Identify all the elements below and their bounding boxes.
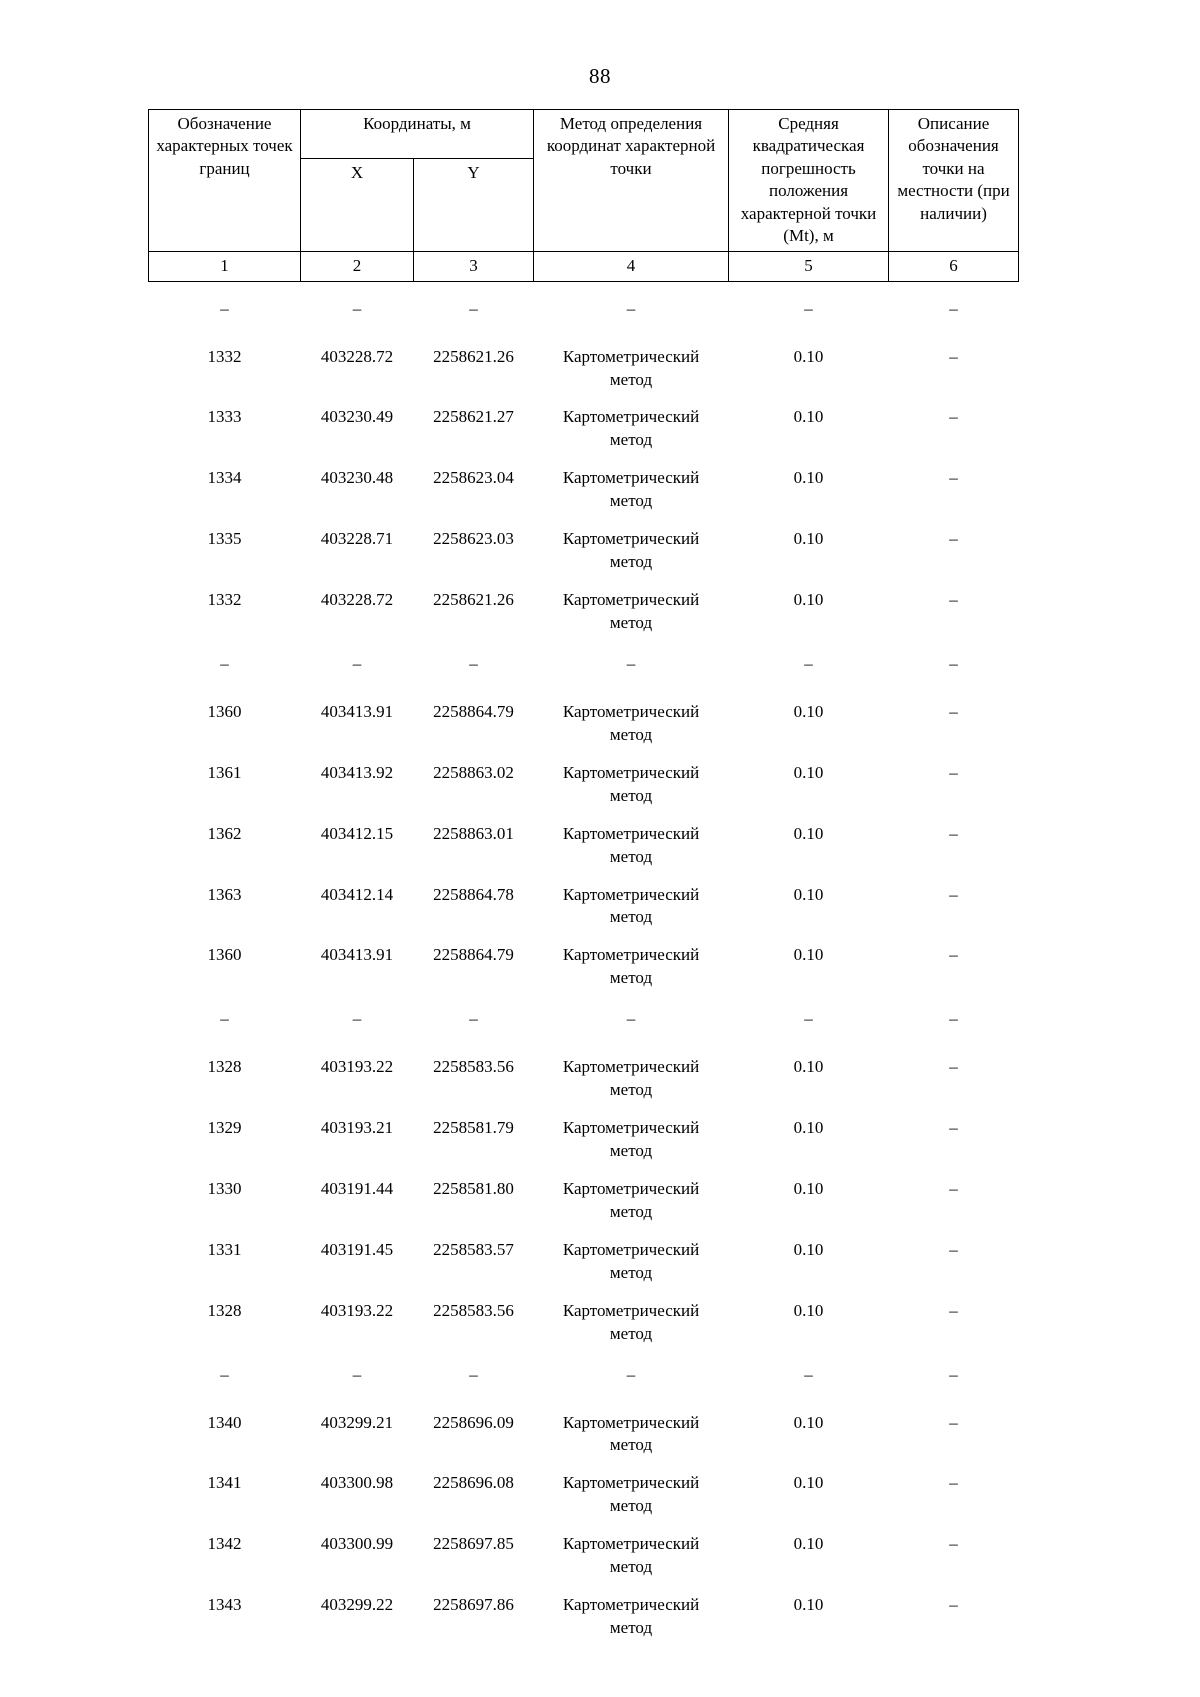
table-cell: Картометрический метод xyxy=(562,529,700,572)
table-cell: 403412.14 xyxy=(320,884,394,904)
table-cell: – xyxy=(804,1009,813,1029)
table-cell: – xyxy=(949,407,958,427)
table-cell: 0.10 xyxy=(793,701,824,721)
column-number: 4 xyxy=(534,251,729,281)
table-cell: 1341 xyxy=(207,1473,242,1493)
table-cell: 2258623.04 xyxy=(433,468,514,488)
table-cell: 0.10 xyxy=(793,945,824,965)
page-number: 88 xyxy=(589,64,611,88)
table-cell: Картометрический метод xyxy=(562,701,700,744)
table-cell: 1328 xyxy=(207,1300,242,1320)
table-cell: – xyxy=(220,1364,229,1384)
table-cell: 0.10 xyxy=(793,1178,824,1198)
table-cell: – xyxy=(949,1178,958,1198)
table-cell: 1332 xyxy=(207,590,242,610)
table-cell: 403300.98 xyxy=(320,1473,394,1493)
table-row xyxy=(149,931,1019,992)
table-cell: – xyxy=(469,298,478,318)
table-cell: – xyxy=(352,298,362,318)
table-cell: 0.10 xyxy=(793,407,824,427)
table-cell: – xyxy=(949,653,958,673)
table-cell: – xyxy=(949,1239,958,1259)
header-method: Метод определения координат характерной точки xyxy=(534,110,729,252)
table-cell: 2258697.85 xyxy=(433,1534,514,1554)
table-cell: – xyxy=(804,298,813,318)
table-row xyxy=(149,1043,1019,1104)
table-cell: 2258696.09 xyxy=(433,1412,514,1432)
column-number: 5 xyxy=(729,251,889,281)
table-cell: 1331 xyxy=(207,1239,242,1259)
table-cell: Картометрический метод xyxy=(562,1595,700,1638)
table-cell: – xyxy=(949,590,958,610)
table-cell: – xyxy=(804,1364,813,1384)
table-cell: 2258621.26 xyxy=(433,346,514,366)
table-cell: 0.10 xyxy=(793,1473,824,1493)
table-cell: 0.10 xyxy=(793,884,824,904)
table-cell: 403300.99 xyxy=(320,1534,394,1554)
table-cell: 2258581.79 xyxy=(433,1118,514,1138)
table-cell: Картометрический метод xyxy=(562,823,700,866)
table-cell: 403193.21 xyxy=(320,1118,394,1138)
table-cell: Картометрический метод xyxy=(562,1239,700,1282)
table-cell: Картометрический метод xyxy=(562,468,700,511)
table-row xyxy=(149,1581,1019,1642)
table-cell: – xyxy=(469,653,478,673)
table-cell: 0.10 xyxy=(793,1118,824,1138)
table-cell: 403299.21 xyxy=(320,1412,394,1432)
table-cell: – xyxy=(949,468,958,488)
table-cell: 1330 xyxy=(207,1178,242,1198)
table-row xyxy=(149,871,1019,932)
table-cell: 403413.91 xyxy=(320,701,394,721)
table-cell: – xyxy=(949,1534,958,1554)
table-cell: – xyxy=(626,1364,636,1384)
table-cell: – xyxy=(949,945,958,965)
table-cell: 1334 xyxy=(207,468,242,488)
table-cell: – xyxy=(352,1364,362,1384)
table-row xyxy=(149,1104,1019,1165)
table-cell: 403191.44 xyxy=(320,1178,394,1198)
table-row xyxy=(149,454,1019,515)
column-number: 2 xyxy=(301,251,414,281)
table-row xyxy=(149,576,1019,637)
table-cell: 1342 xyxy=(207,1534,242,1554)
table-cell: 403413.91 xyxy=(320,945,394,965)
table-cell: – xyxy=(220,1009,229,1029)
table-cell: 1343 xyxy=(207,1595,242,1615)
table-cell: – xyxy=(949,823,958,843)
table-cell: Картометрический метод xyxy=(562,590,700,632)
header-y: Y xyxy=(414,158,534,251)
table-cell: – xyxy=(949,298,958,318)
table-cell: Картометрический метод xyxy=(562,945,700,988)
table-cell: – xyxy=(949,1009,958,1029)
table-cell: 1360 xyxy=(207,945,242,965)
table-cell: – xyxy=(626,653,636,673)
header-row-numbers xyxy=(149,251,1019,281)
table-cell: – xyxy=(949,1300,958,1320)
table-cell: 403230.48 xyxy=(320,468,394,488)
separator-row xyxy=(149,992,1019,1043)
table-cell: Картометрический метод xyxy=(562,1057,700,1100)
table-cell: 2258864.79 xyxy=(433,945,514,965)
table-cell: 2258583.57 xyxy=(433,1239,514,1259)
table-cell: 403412.15 xyxy=(320,823,394,843)
table-cell: 2258696.08 xyxy=(433,1473,514,1493)
table-cell: 2258621.26 xyxy=(433,590,514,610)
table-cell: 1332 xyxy=(207,346,242,366)
table-cell: 2258583.56 xyxy=(433,1057,514,1077)
table-cell: 2258581.80 xyxy=(433,1178,514,1198)
table-cell: 1360 xyxy=(207,701,242,721)
table-cell: – xyxy=(949,1595,958,1615)
table-cell: 403299.22 xyxy=(320,1595,394,1615)
table-cell: 0.10 xyxy=(793,1534,824,1554)
table-row xyxy=(149,1165,1019,1226)
table-row xyxy=(149,810,1019,871)
table-cell: 1328 xyxy=(207,1057,242,1077)
table-cell: – xyxy=(220,653,229,673)
table-cell: 2258864.79 xyxy=(433,701,514,721)
table-cell: Картометрический метод xyxy=(562,1300,700,1343)
table-cell: 2258863.02 xyxy=(433,762,514,782)
table-cell: – xyxy=(949,1412,958,1432)
table-cell: – xyxy=(949,1057,958,1077)
header-error: Средняя квадратическая погрешность положения характерной точки (Mt), м xyxy=(729,110,889,252)
table-cell: – xyxy=(949,346,958,366)
table-row xyxy=(149,1520,1019,1581)
header-coordinates-group: Координаты, м xyxy=(301,110,534,159)
table-cell: 403228.72 xyxy=(320,346,394,366)
table-cell: 403413.92 xyxy=(320,762,394,782)
separator-row xyxy=(149,1348,1019,1399)
table-cell: – xyxy=(469,1009,478,1029)
table-cell: Картометрический метод xyxy=(562,1473,700,1516)
table-cell: 1333 xyxy=(207,407,242,427)
table-cell: 1361 xyxy=(207,762,242,782)
table-row xyxy=(149,1287,1019,1348)
table-cell: 0.10 xyxy=(793,1057,824,1077)
table-cell: 2258583.56 xyxy=(433,1300,514,1320)
table-cell: 0.10 xyxy=(793,468,824,488)
header-x: X xyxy=(301,158,414,251)
table-cell: 403228.72 xyxy=(320,590,394,610)
table-row xyxy=(149,333,1019,394)
table-header xyxy=(149,110,1019,282)
table-cell: – xyxy=(949,1118,958,1138)
table-cell: 403191.45 xyxy=(320,1239,394,1259)
table-cell: 403230.49 xyxy=(320,407,394,427)
header-description: Описание обозначения точки на местности (при наличии) xyxy=(889,110,1019,252)
table-row xyxy=(149,515,1019,576)
table-cell: Картометрический метод xyxy=(562,346,700,389)
table-cell: Картометрический метод xyxy=(562,762,700,805)
table-cell: – xyxy=(949,762,958,782)
table-cell: 2258623.03 xyxy=(433,529,514,549)
table-cell: 0.10 xyxy=(793,346,824,366)
table-row xyxy=(149,688,1019,749)
table-row xyxy=(149,749,1019,810)
table-cell: – xyxy=(949,701,958,721)
table-cell: – xyxy=(949,1473,958,1493)
table-cell: – xyxy=(949,529,958,549)
table-row xyxy=(149,1226,1019,1287)
table-cell: Картометрический метод xyxy=(562,1412,700,1455)
table-row xyxy=(149,1399,1019,1460)
table-cell: 1362 xyxy=(207,823,242,843)
table-cell: 2258863.01 xyxy=(433,823,514,843)
table-cell: 0.10 xyxy=(793,1300,824,1320)
table-cell: 0.10 xyxy=(793,1239,824,1259)
table-cell: 403193.22 xyxy=(320,1057,394,1077)
table-cell: 0.10 xyxy=(793,590,824,610)
table-cell: 2258864.78 xyxy=(433,884,514,904)
table-cell: Картометрический метод xyxy=(562,407,700,450)
header-row-top xyxy=(149,110,1019,159)
table-row xyxy=(149,393,1019,454)
table-body xyxy=(149,281,1019,1642)
table-cell: – xyxy=(949,884,958,904)
table-row xyxy=(149,1459,1019,1520)
column-number: 6 xyxy=(889,251,1019,281)
table-cell: – xyxy=(949,1364,958,1384)
table-cell: Картометрический метод xyxy=(562,884,700,927)
separator-row xyxy=(149,637,1019,688)
coordinates-table xyxy=(148,109,1019,1642)
table-cell: – xyxy=(469,1364,478,1384)
table-cell: – xyxy=(804,653,813,673)
table-cell: – xyxy=(626,1009,636,1029)
table-cell: – xyxy=(352,1009,362,1029)
table-cell: Картометрический метод xyxy=(562,1178,700,1221)
table-cell: – xyxy=(220,298,229,318)
table-cell: Картометрический метод xyxy=(562,1534,700,1577)
table-cell: 1335 xyxy=(207,529,242,549)
table-cell: – xyxy=(352,653,362,673)
table-cell: Картометрический метод xyxy=(562,1118,700,1160)
table-cell: 0.10 xyxy=(793,823,824,843)
table-cell: 2258697.86 xyxy=(433,1595,514,1615)
table-cell: 0.10 xyxy=(793,1595,824,1615)
table-cell: – xyxy=(626,298,636,318)
table-cell: 1329 xyxy=(207,1118,242,1138)
table-cell: 403193.22 xyxy=(320,1300,394,1320)
column-number: 1 xyxy=(149,251,301,281)
table-cell: 1340 xyxy=(207,1412,242,1432)
table-cell: 0.10 xyxy=(793,762,824,782)
table-cell: 2258621.27 xyxy=(433,407,514,427)
separator-row xyxy=(149,281,1019,332)
table-cell: 403228.71 xyxy=(320,529,394,549)
table-cell: 0.10 xyxy=(793,529,824,549)
table-cell: 1363 xyxy=(207,884,242,904)
table-cell: 0.10 xyxy=(793,1412,824,1432)
column-number: 3 xyxy=(414,251,534,281)
header-point-designation: Обозначение характерных точек границ xyxy=(149,110,301,252)
